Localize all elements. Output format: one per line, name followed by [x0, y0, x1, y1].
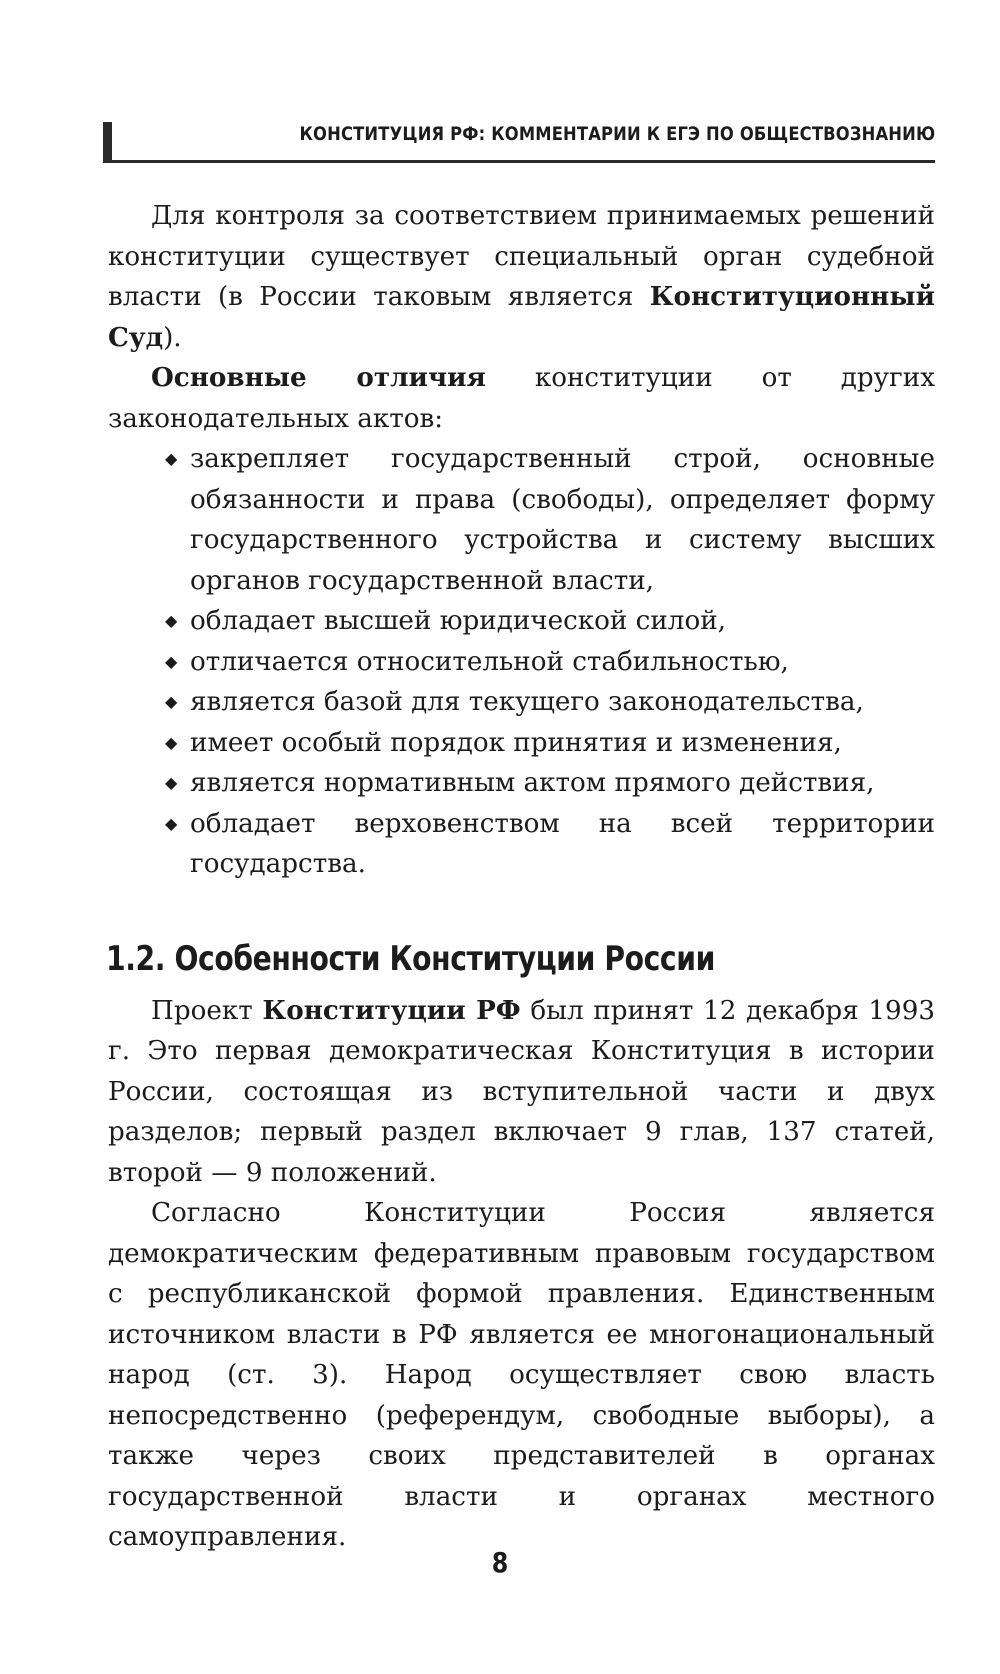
intro-paragraph-2: Основные отличия конституции от других законодательных актов: [108, 362, 935, 434]
list-item: ◆ является базой для текущего законодательства, [190, 682, 935, 723]
diamond-bullet-icon: ◆ [165, 651, 178, 671]
list-item: ◆ является нормативным актом прямого действия, [190, 763, 935, 804]
running-head-title: КОНСТИТУЦИЯ РФ: КОММЕНТАРИИ К ЕГЭ ПО ОБЩЕСТВОЗНАНИЮ [299, 123, 935, 145]
diamond-bullet-icon: ◆ [165, 813, 178, 833]
term-constitutional-court: Конституционный Суд [108, 281, 935, 353]
page-content [108, 196, 935, 1558]
list-item: ◆ имеет особый порядок принятия и изменения, [190, 723, 935, 764]
differences-list [108, 439, 935, 885]
diamond-bullet-icon: ◆ [165, 692, 178, 711]
page-number: 8 [491, 1546, 509, 1579]
running-head [103, 118, 935, 163]
section-paragraph-1: Проект Конституции РФ был принят 12 декабря 1993 г. Это первая демократическая Конституция в истории России, состоящая из вступительной части и двух разделов; первый раздел включает 9 глав, 137 статей, второй — 9 положений. [108, 994, 936, 1188]
term-main-differences: Основные отличия [151, 362, 486, 393]
intro-paragraph-1: Для контроля за соответствием принимаемых решений конституции существует специальный орган судебной власти (в России таковым является Конституционный Суд). [108, 201, 935, 353]
list-item: ◆ закрепляет государственный строй, основные обязанности и права (свободы), определяет форму государственного устройства и систему высших органов государственной власти, [190, 439, 935, 601]
diamond-bullet-icon: ◆ [165, 773, 178, 792]
term-constitution-rf: Конституции РФ [262, 994, 521, 1026]
diamond-bullet-icon: ◆ [165, 732, 178, 752]
diamond-bullet-icon: ◆ [165, 611, 178, 630]
section-paragraph-2: Согласно Конституции Россия является демократическим федеративным правовым государством с республиканской формой правления. Единственным источником власти в РФ является ее многонациональный народ (ст. 3). Народ осуществляет свою власть непосредственно (референдум, свободные выборы), а также через своих представителей в органах государственной власти и органах местного самоуправления. [108, 1198, 935, 1552]
list-item: ◆ обладает верховенством на всей территории государства. [190, 804, 935, 885]
section-heading: 1.2. Особенности Конституции России [106, 938, 715, 979]
list-item: ◆ обладает высшей юридической силой, [190, 601, 935, 642]
list-item: ◆ отличается относительной стабильностью, [190, 642, 935, 683]
diamond-bullet-icon: ◆ [165, 449, 178, 468]
running-head-marker [103, 122, 112, 160]
